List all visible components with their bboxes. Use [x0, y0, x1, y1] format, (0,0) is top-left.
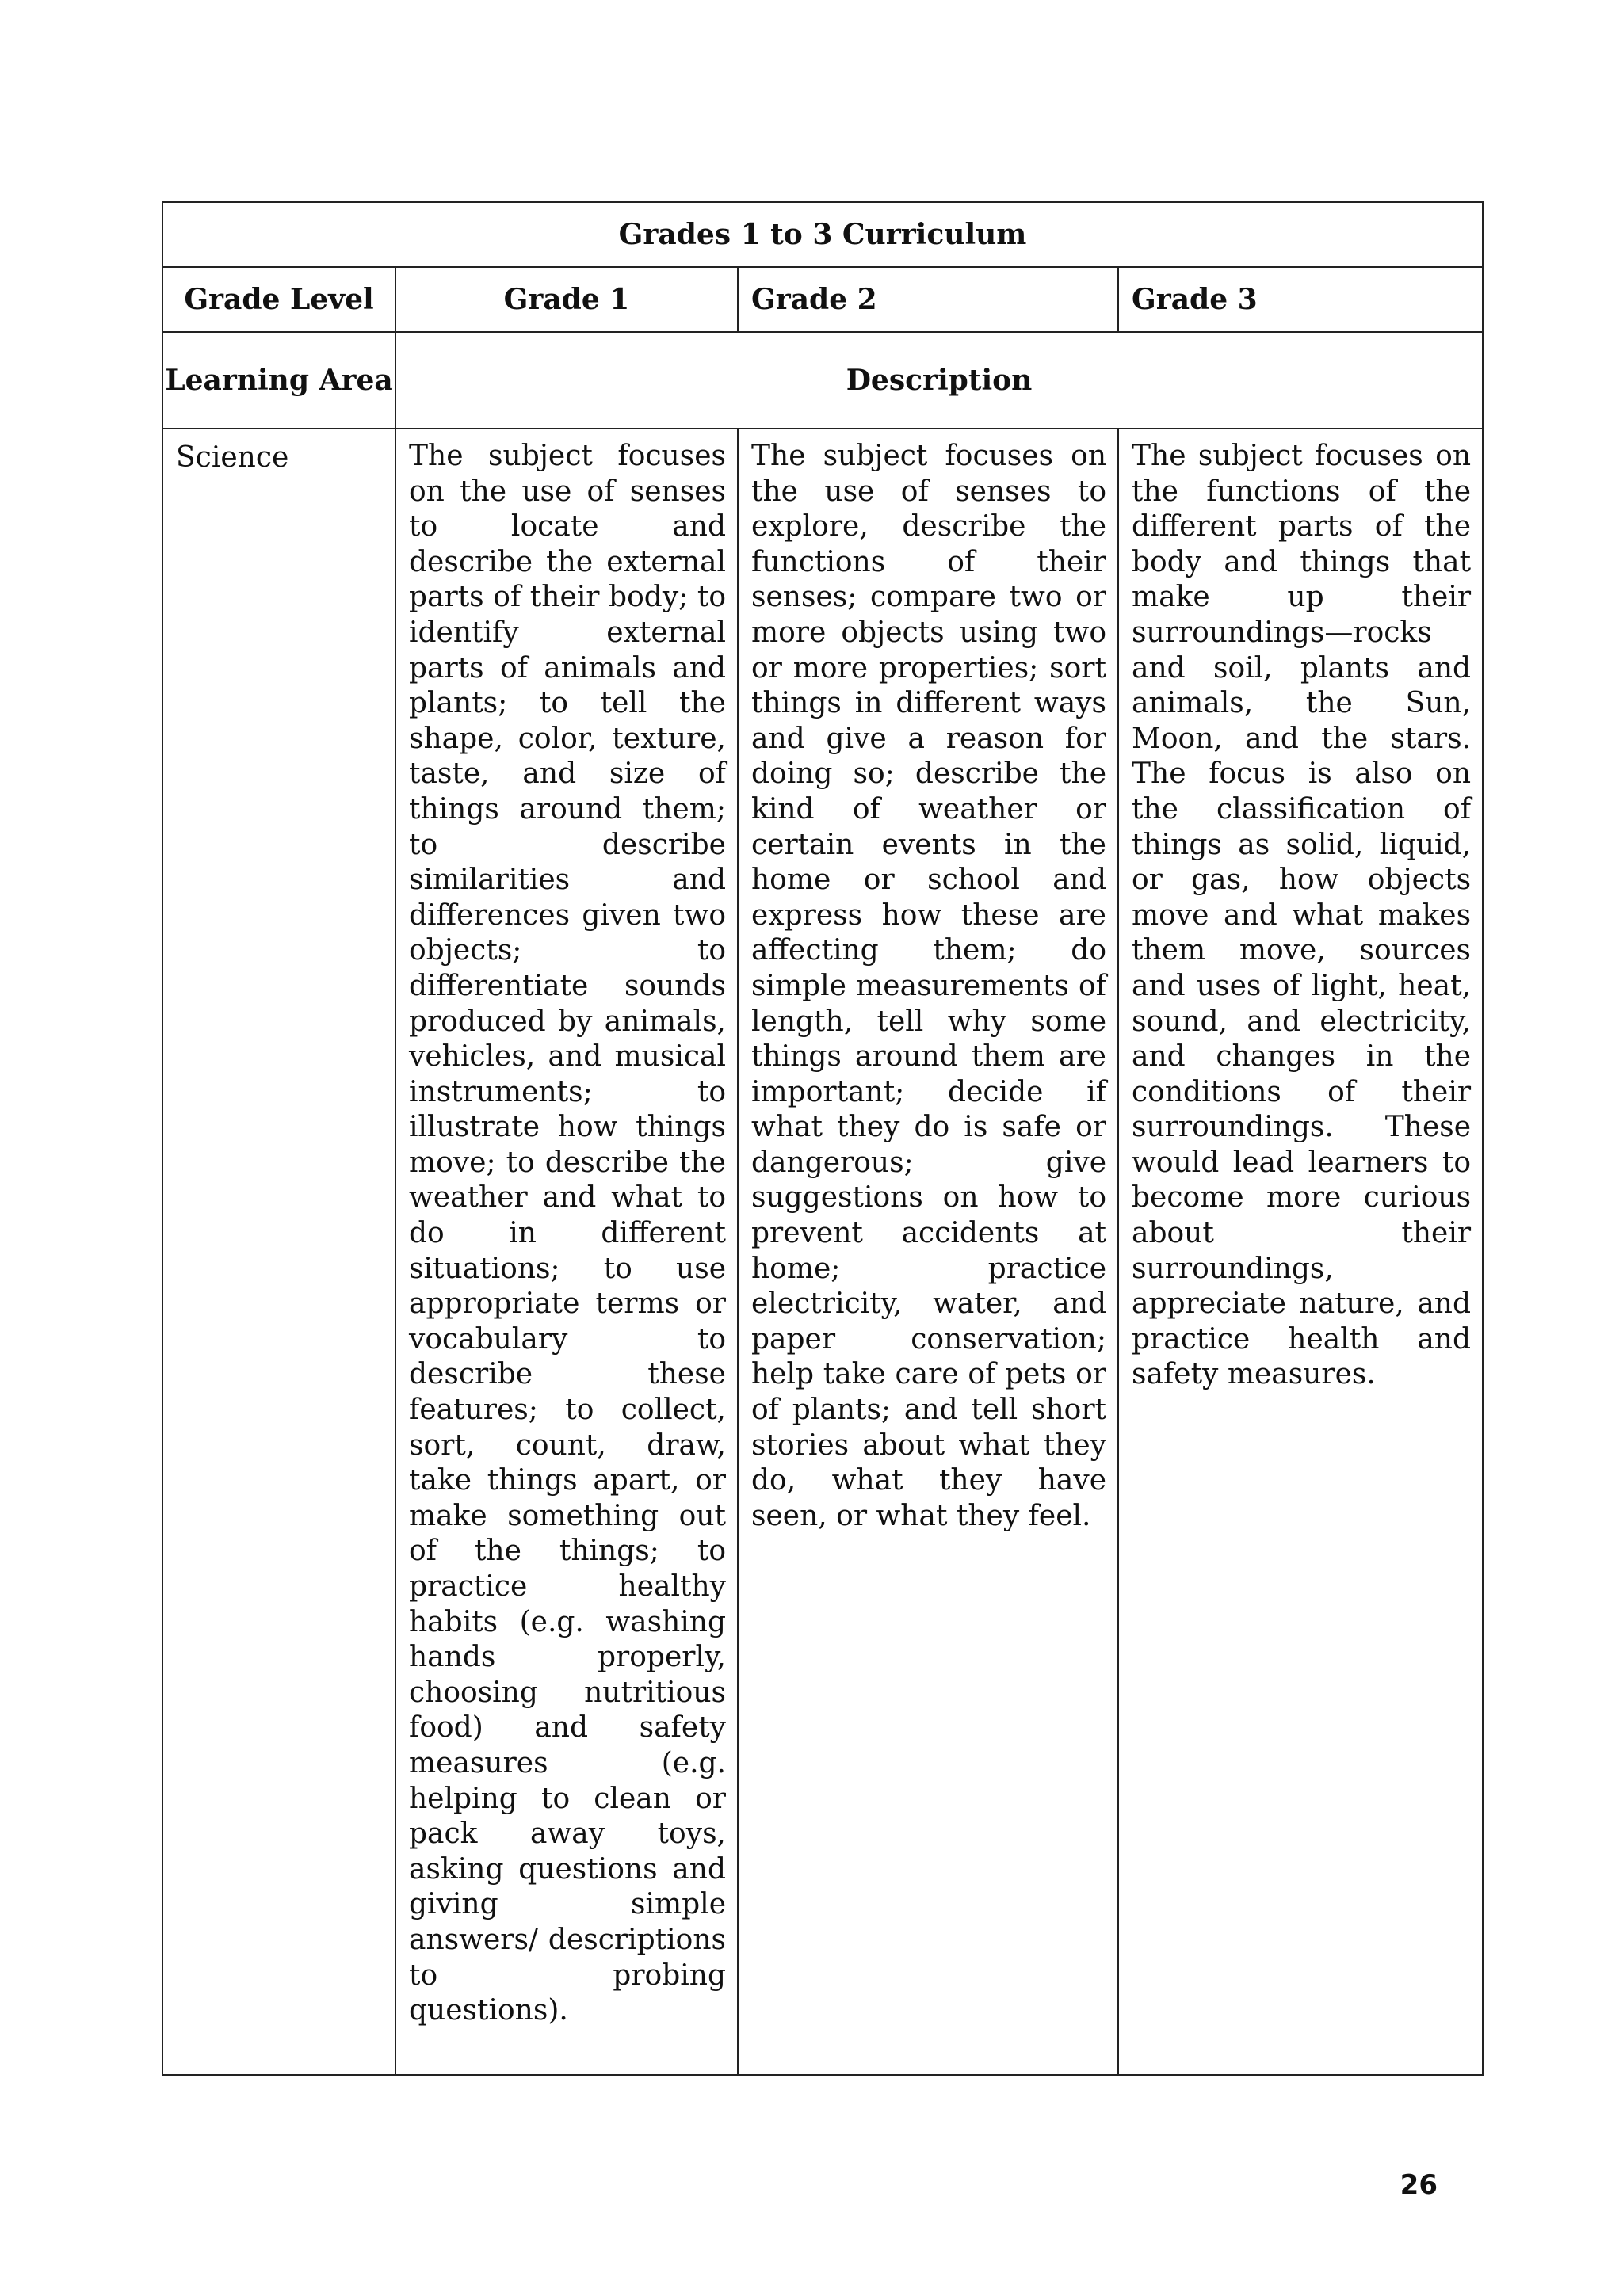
header-grade-3: Grade 3	[1118, 267, 1483, 332]
header-grade-1: Grade 1	[395, 267, 738, 332]
subheader-row	[162, 332, 1483, 429]
table-row	[162, 429, 1483, 2075]
title-row	[162, 202, 1483, 267]
header-grade-level: Grade Level	[162, 267, 395, 332]
grade-1-description: The subject focuses on the use of senses to locate and describe the external parts of their body; to identify external parts of animals and plants; to tell the shape, color, texture, taste, and size of things around them; to describe similarities and differences given two objects; to differentiate sounds produced by animals, vehicles, and musical instruments; to illustrate how things move; to describe the weather and what to do in different situations; to use appropriate terms or vocabulary to describe these features; to collect, sort, count, draw, take things apart, or make something out of the things; to practice healthy habits (e.g. washing hands properly, choosing nutritious food) and safety measures (e.g. helping to clean or pack away toys, asking questions and giving simple answers/ descriptions to probing questions).	[395, 429, 738, 2075]
grade-3-description: The subject focuses on the functions of the different parts of the body and things that make up their surroundings—rocks and soil, plants and animals, the Sun, Moon, and the stars. The focus is also on the classification of things as solid, liquid, or gas, how objects move and what makes them move, sources and uses of light, heat, sound, and electricity, and changes in the conditions of their surroundings. These would lead learners to become more curious about their surroundings, appreciate nature, and practice health and safety measures.	[1118, 429, 1483, 2075]
curriculum-table	[162, 201, 1484, 2076]
table-title: Grades 1 to 3 Curriculum	[162, 202, 1483, 267]
learning-area-cell: Science	[162, 429, 395, 2075]
grade-header-row	[162, 267, 1483, 332]
grade-2-description: The subject focuses on the use of senses to explore, describe the functions of their senses; compare two or more objects using two or more properties; sort things in different ways and give a reason for doing so; describe the kind of weather or certain events in the home or school and express how these are affecting them; do simple measurements of length, tell why some things around them are important; decide if what they do is safe or dangerous; give suggestions on how to prevent accidents at home; practice electricity, water, and paper conservation; help take care of pets or of plants; and tell short stories about what they do, what they have seen, or what they feel.	[738, 429, 1118, 2075]
header-learning-area: Learning Area	[162, 332, 395, 429]
header-description: Description	[395, 332, 1483, 429]
header-grade-2: Grade 2	[738, 267, 1118, 332]
page-number: 26	[1400, 2169, 1438, 2201]
